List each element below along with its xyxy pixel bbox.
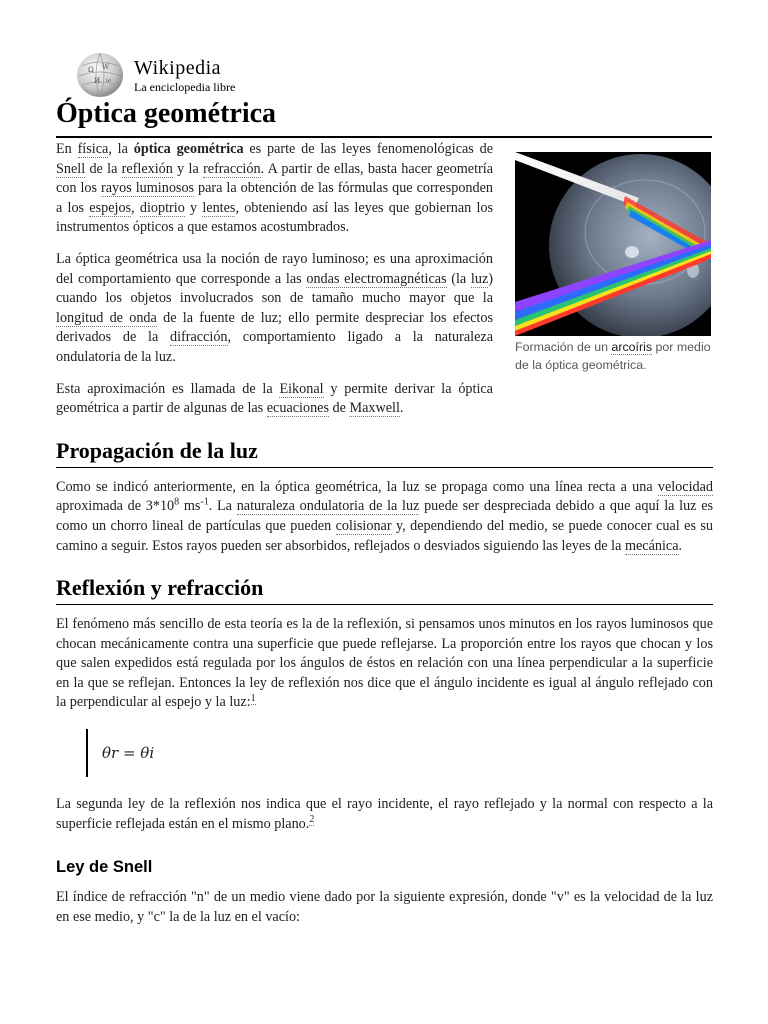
text: (la: [446, 270, 471, 287]
text: y la: [172, 160, 204, 177]
link-snell[interactable]: Snell: [56, 160, 86, 177]
text: aproximada de 3*10: [56, 498, 175, 515]
wikipedia-logo[interactable]: [74, 52, 235, 98]
term-optica-geometrica: óptica geométrica: [133, 141, 244, 157]
link-difraccion[interactable]: difracción: [170, 329, 228, 346]
text: La óptica geométrica usa la noción de rayo luminoso; es una aproximación del comportamiento que corresponde a las: [56, 250, 493, 287]
text: La segunda ley de la reflexión nos indica que el rayo incidente, el rayo reflejado y la normal con respecto a la superficie reflejada están en el mismo plano.: [56, 796, 713, 832]
rainbow-prism-image[interactable]: [515, 152, 711, 336]
snell-paragraph: El índice de refracción "n" de un medio viene dado por la siguiente expresión, donde "v" es la velocidad de la luz en ese medio, y "c" la de la luz en el vacío:: [56, 889, 713, 925]
text: para la obtención de las fórmulas que corresponden a los: [56, 180, 493, 216]
text: , obteniendo así las leyes que gobiernan los instrumentos ópticos a que estamos acostumbrados.: [56, 199, 494, 236]
link-velocidad[interactable]: velocidad: [657, 478, 713, 495]
link-lentes[interactable]: lentes: [202, 199, 236, 216]
link-reflexion[interactable]: reflexión: [121, 160, 173, 177]
text: de la fuente de luz; ello permite despreciar los efectos derivados de la: [56, 309, 493, 346]
text: . La: [208, 498, 237, 515]
link-naturaleza-ondulatoria[interactable]: naturaleza ondulatoria de la luz: [236, 498, 420, 515]
wordmark: [134, 58, 235, 93]
reflexion-paragraph-1: [56, 615, 713, 713]
article-content: [56, 140, 713, 939]
text: de: [328, 400, 350, 417]
text: y, dependiendo del medio, se puede conocer cual es su camino a seguir. Estos rayos pueden ser absorbidos, reflejados o desviados siguiendo las leyes de la: [56, 517, 713, 554]
caption-text-pre: Formación de un: [515, 340, 612, 354]
site-tagline: La enciclopedia libre: [134, 79, 236, 94]
link-fisica[interactable]: física: [77, 141, 109, 157]
superscript: 8: [174, 496, 180, 508]
text: .: [678, 537, 683, 554]
site-name: Wikipedia: [134, 56, 221, 79]
wikipedia-globe-icon: [74, 52, 126, 98]
link-refraccion[interactable]: refracción: [203, 160, 261, 177]
link-dioptrio[interactable]: dioptrio: [139, 199, 185, 216]
reference-2[interactable]: 2: [309, 813, 315, 825]
text: puede ser despreciada debido a que aquí la luz es como un chorro lineal de partículas que pueden: [56, 498, 714, 534]
text: Esta aproximación es llamada de la: [56, 380, 280, 397]
text: ,: [131, 199, 140, 216]
svg-text:ω: ω: [106, 77, 111, 84]
section-heading-propagacion: Propagación de la luz: [56, 437, 713, 468]
reference-1[interactable]: 1: [250, 692, 256, 704]
reflection-formula: [86, 729, 713, 777]
link-eikonal[interactable]: Eikonal: [279, 380, 324, 397]
svg-text:Ω: Ω: [88, 66, 94, 74]
propagacion-paragraph: [56, 478, 713, 556]
text: ) cuando los objetos involucrados son de tamaño mucho mayor que la: [56, 270, 493, 307]
text: .: [399, 400, 404, 417]
link-ondas-electromagneticas[interactable]: ondas electromagnéticas: [306, 270, 447, 287]
superscript: -1: [200, 496, 209, 508]
link-arcoiris[interactable]: arcoíris: [611, 340, 653, 354]
reflexion-paragraph-2: [56, 795, 713, 834]
svg-text:W: W: [102, 63, 110, 71]
page-title: Óptica geométrica: [56, 96, 712, 138]
link-longitud-de-onda[interactable]: longitud de onda: [56, 309, 157, 326]
link-rayos-luminosos[interactable]: rayos luminosos: [101, 180, 195, 197]
text: . A partir de ellas, basta hacer geometría con los: [56, 160, 493, 197]
text: Como se indicó anteriormente, en la óptica geométrica, la luz se propaga como una línea recta a una: [56, 478, 658, 495]
caption-text-post: por medio de la óptica geométrica.: [515, 340, 711, 372]
link-colisionar[interactable]: colisionar: [335, 517, 392, 534]
text: y: [184, 199, 203, 216]
rainbow-figure: [515, 152, 711, 374]
formula-text: θr = θi: [102, 744, 155, 763]
subsection-heading-snell: Ley de Snell: [56, 858, 153, 877]
link-espejos[interactable]: espejos: [89, 199, 132, 216]
svg-text:И: И: [94, 77, 101, 85]
intro-paragraph-3: [56, 380, 713, 419]
section-heading-reflexion: Reflexión y refracción: [56, 574, 713, 605]
link-maxwell[interactable]: Maxwell: [349, 400, 400, 417]
text: En: [56, 141, 78, 157]
text: y permite derivar la óptica geométrica a partir de algunas de las: [56, 380, 493, 417]
link-luz[interactable]: luz: [470, 270, 489, 287]
text: de la: [85, 160, 122, 177]
text: El fenómeno más sencillo de esta teoría es la de la reflexión, si pensamos unos minutos en los rayos luminosos que chocan mecánicamente contra una superficie que puede reflejarse. La proporción entre los rayos que chocan y los que salen expedidos está regulada por los ángulos de éstos en relación con una línea perpendicular a la superficie en la que se reflejan. Entonces la ley de reflexión nos dice que el ángulo incidente es igual al ángulo reflejado con la perpendicular al espejo y la luz:: [56, 616, 713, 711]
figure-caption: [515, 338, 711, 374]
text: ms: [179, 498, 201, 515]
text: es parte de las leyes fenomenológicas de: [243, 141, 494, 157]
text: , comportamiento ligado a la naturaleza ondulatoria de la luz.: [56, 329, 493, 365]
link-ecuaciones[interactable]: ecuaciones: [266, 400, 329, 417]
text: , la: [108, 141, 134, 157]
link-mecanica[interactable]: mecánica: [624, 537, 679, 554]
